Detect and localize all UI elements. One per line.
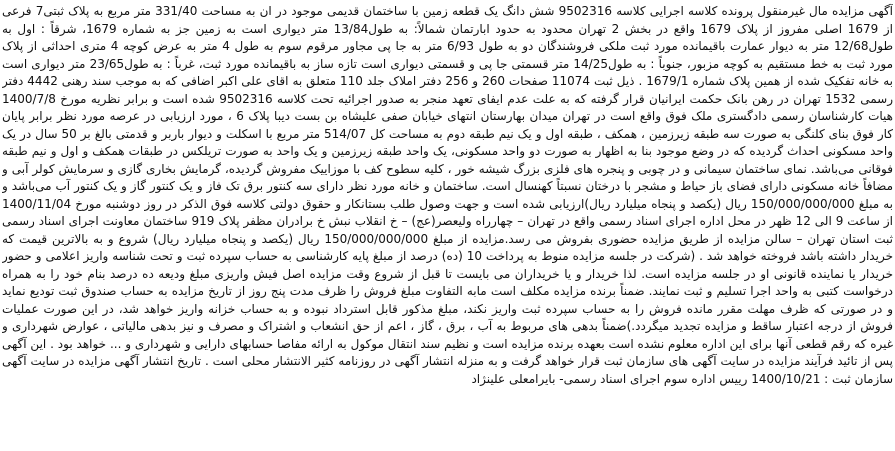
- auction-notice-text: [2, 3, 893, 449]
- notice-body: آگهی مزایده مال غیرمنقول پرونده کلاسه اجرایی کلاسه 9502316 شش دانگ یک قطعه زمین با ساختمان قدیمی موجود در ان به مساحت 331/40 متر مربع به پلاک ثبتی7 فرعی از 1679 اصلی مفروز از پلاک 1679 واقع در بخش 2 تهران محدود به حدود ابارتمان شمالاً: به طول13/84 متر دیواری است به زمین جز به شماره 1679، شرقاً : اول به طول12/68 متر به دیوار عمارت باقیمانده مورد ثبت ملکی فروشندگان دو به طول 6/93 متر به جا پی مجاور مرقوم سوم به طول 4 متر به عرض کوچه 4 متری احداثی از پلاک مورد ثبت به خط مستقیم به کوچه مزبور، جنوباً : به طول14/25 متر قسمتی جا پی و قسمتی دیواری است تازه ساز به باقیمانده مورد ثبت، غرباً : به طول23/65 متر دیواری است به خانه تفکیک شده از همین پلاک شماره 1679/1 . ذیل ثبت 11074 صفحات 260 و 256 دفتر املاک جلد 110 متعلق به اقای علی اکبر اضافی که به موجب سند رهنی 4442 دفتر رسمی 1532 تهران در رهن بانک حکمت ایرانیان قرار گرفته که به علت عدم ایفای تعهد منجر به صدور اجرائیه تحت کلاسه 9502316 شده است و برابر نظریه مورخ 1400/7/8 هیات کارشناسان رسمی دادگستری ملک فوق واقع است در تهران میدان بهارستان انتهای خیابان صفی علیشاه بن بست دیبا پلاک 6 ، مورد ارزیابی در عرصه مورد نظر برابر پایان کار فوق بنای کلنگی به صورت سه طبقه زیرزمین ، همکف ، طبقه اول و یک نیم طبقه دوم به مساحت کل 514/07 متر مربع با اسکلت و دیوار باربر و قدمتی بالغ بر 50 سال در یک واحد مسکونی احداث گردیده که در وضع موجود بنا به اظهار به صورت دو واحد مسکونی، یک واحد طبقه زیرزمین و یک واحد به صورت تریلکس در طبقات همکف و اول و نیم طبقه فوقانی می‌باشد. نمای ساختمان سیمانی و در چوبی و پنجره های فلزی بزرگ شیشه خور ، کلیه سطوح کف با موزاییک مفروش گردیده، گرمایش بخاری گازی و سرمایش کولر آبی و مضافاً خانه مسکونی دارای فضای باز حیاط و مشجر با درختان نسبتاً کهنسال است. ساختمان و خانه مورد نظر دارای سه کنتور برق تک فاز و یک کنتور گاز و یک کنتور آب می‌باشد و به مبلغ 150/000/000/000 ریال (یکصد و پنجاه میلیارد ریال)ارزیابی شده است و جهت وصول طلب بستانکار و حقوق دولتی کلاسه فوق الذکر در روز دوشنبه مورخ 1400/11/04 از ساعت 9 الی 12 ظهر در محل اداره اجرای اسناد رسمی واقع در تهران – چهارراه ولیعصر(عج) – خ انقلاب نبش خ برادران مظفر پلاک 919 ساختمان معاونت اجرای اسناد رسمی ثبت استان تهران – سالن مزایده از طریق مزایده حضوری بفروش می رسد.مزایده از مبلغ 150/000/000/000 ریال (یکصد و پنجاه میلیارد ریال) شروع و به بالاترین قیمت که خریدار داشته باشد فروخته خواهد شد . (شرکت در جلسه مزایده منوط به پرداخت 10 (ده) درصد از مبلغ پایه کارشناسی به حساب سپرده ثبت و تحت شناسه واریز اعلامی و حضور خریدار یا نماینده قانونی او در جلسه مزایده است. لذا خریدار و یا خریداران می بایست تا قبل از شروع وقت مزایده اصل فیش واریزی مبلغ ودیعه ده درصد بنام خود را به همراه درخواست کتبی به واحد اجرا تسلیم و ثبت نمایند. ضمناً برنده مزایده مکلف است مابه التفاوت مبلغ فروش را ظرف مدت پنج روز از تاریخ مزایده به حساب صندوق ثبت تودیع نماید و در صورتی که ظرف مهلت مقرر مانده فروش را به حساب سپرده ثبت واریز نکند، مبلغ مذکور قابل استرداد نبوده و به حساب خزانه واریز خواهد شد، در این صورت عملیات فروش از درجه اعتبار ساقط و مزایده تجدید میگردد.)ضمناً بدهی های مربوط به آب ، برق ، گاز ، اعم از حق انشعاب و اشتراک و مصرف و نیز بدهی مالیاتی ، عوارض شهرداری و غیره که رقم قطعی آنها برای این اداره معلوم نشده است بعهده برنده مزایده است و نظیم سند انتقال موکول به ارائه مفاصا حسابهای دارایی و شهرداری و ... خواهد بود . این آگهی پس از تائید فرآیند مزایده در سایت آگهی های سازمان ثبت قرار خواهد گرفت و به منزله انتشار آگهی در روزنامه کثیر الانتشار محلی است . تاریخ انتشار آگهی مزایده در سایت آگهی سازمان ثبت : 1400/10/21 رییس اداره سوم اجرای اسناد رسمی- بایرامعلی علینژاد: [2, 4, 893, 386]
